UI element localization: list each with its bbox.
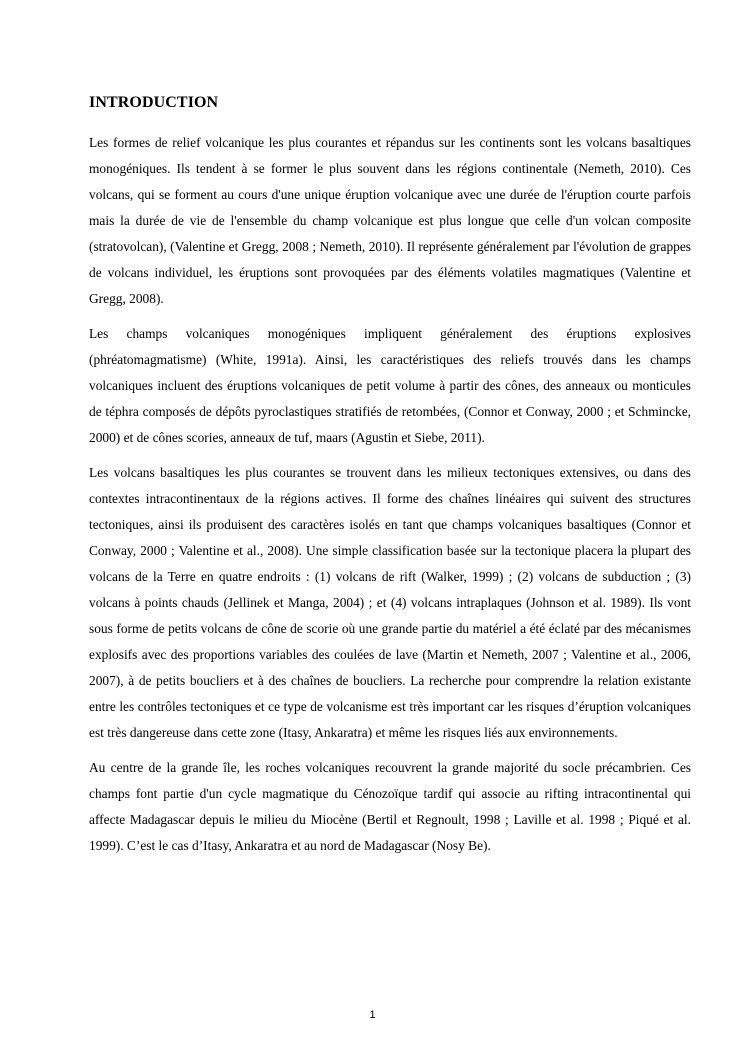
section-heading: INTRODUCTION: [89, 94, 219, 111]
paragraph-4: Au centre de la grande île, les roches volcaniques recouvrent la grande majorité du socle précambrien. Ces champs font partie d'un cycle magmatique du Cénozoïque tardif qui associe au rifting intracontinental qui affecte Madagascar depuis le milieu du Miocène (Bertil et Regnoult, 1998 ; Laville et al. 1998 ; Piqué et al. 1999). C’est le cas d’Itasy, Ankaratra et au nord de Madagascar (Nosy Be).: [89, 760, 691, 853]
paragraph-3: Les volcans basaltiques les plus courantes se trouvent dans les milieux tectoniques extensives, ou dans des contextes intracontinentaux de la régions actives. Il forme des chaînes linéaires qui suivent des structures tectoniques, ainsi ils produisent des caractères isolés en tant que champs volcaniques basaltiques (Connor et Conway, 2000 ; Valentine et al., 2008). Une simple classification basée sur la tectonique placera la plupart des volcans de la Terre en quatre endroits : (1) volcans de rift (Walker, 1999) ; (2) volcans de subduction ; (3) volcans à points chauds (Jellinek et Manga, 2004) ; et (4) volcans intraplaques (Johnson et al. 1989). Ils vont sous forme de petits volcans de cône de scorie où une grande partie du matériel a été éclaté par des mécanismes explosifs avec des proportions variables des coulées de lave (Martin et Nemeth, 2007 ; Valentine et al., 2006, 2007), à de petits boucliers et à des chaînes de boucliers. La recherche pour comprendre la relation existante entre les contrôles tectoniques et ce type de volcanisme est très important car les risques d’éruption volcaniques est très dangereuse dans cette zone (Itasy, Ankaratra) et même les risques liés aux environnements.: [89, 465, 691, 740]
paragraph-2: Les champs volcaniques monogéniques impliquent généralement des éruptions explosives (phréatomagmatisme) (White, 1991a). Ainsi, les caractéristiques des reliefs trouvés dans les champs volcaniques incluent des éruptions volcaniques de petit volume à partir des cônes, des anneaux ou monticules de téphra composés de dépôts pyroclastiques stratifiés de retombées, (Connor et Conway, 2000 ; et Schmincke, 2000) et de cônes scories, anneaux de tuf, maars (Agustin et Siebe, 2011).: [89, 326, 691, 445]
body-text: [89, 130, 691, 868]
page-number: 1: [369, 1009, 376, 1021]
paragraph-1: Les formes de relief volcanique les plus courantes et répandus sur les continents sont les volcans basaltiques monogéniques. Ils tendent à se former le plus souvent dans les régions continentale (Nemeth, 2010). Ces volcans, qui se forment au cours d'une unique éruption volcanique avec une durée de l'éruption courte parfois mais la durée de vie de l'ensemble du champ volcanique est plus longue que celle d'un volcan composite (stratovolcan), (Valentine et Gregg, 2008 ; Nemeth, 2010). Il représente généralement par l'évolution de grappes de volcans individuel, les éruptions sont provoquées par des éléments volatiles magmatiques (Valentine et Gregg, 2008).: [89, 135, 691, 306]
